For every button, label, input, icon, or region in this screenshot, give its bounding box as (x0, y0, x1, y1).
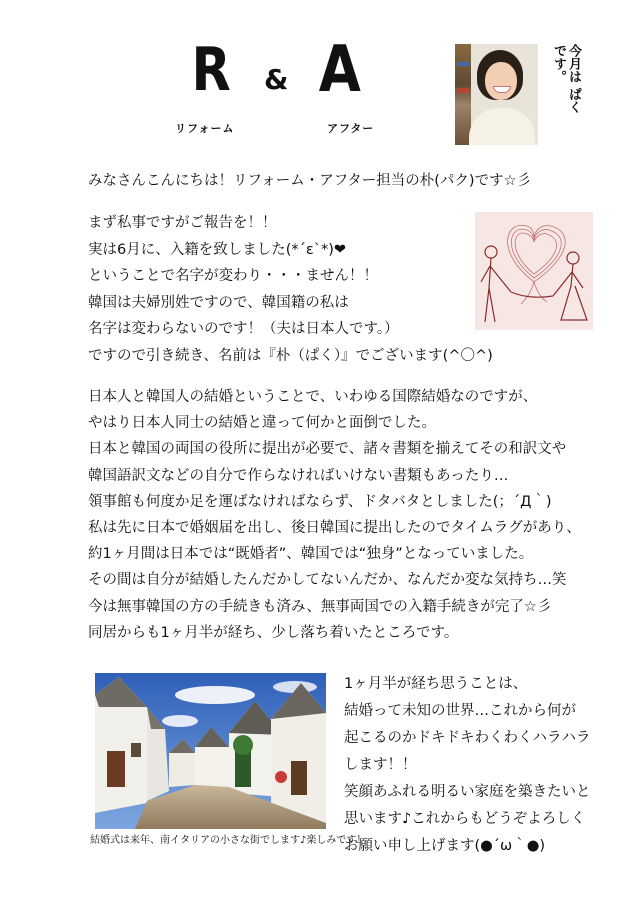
book-spine (457, 62, 469, 66)
couple-heart-illustration (475, 212, 593, 330)
paragraph-line: 韓国語訳文などの自分で作らなければいけない書類もあったり… (88, 467, 509, 484)
author-portrait-photo (455, 44, 538, 145)
paragraph-line: 結婚って未知の世界…これから何が (344, 703, 576, 719)
paragraph-line: ですので引き続き、名前は『朴（ぱく）』でございます(^〇^) (88, 347, 493, 364)
paragraph-line: 領事館も何度か足を運ばなければならず、ドタバタとしました(；´Д｀) (88, 493, 552, 510)
portrait-handwritten-caption: 今月は ぱくです。 (551, 44, 581, 114)
paragraph-line: します！！ (344, 757, 417, 773)
paragraph-line: 起こるのかドキドキわくわくハラハラ (344, 730, 591, 746)
paragraph-line: その間は自分が結婚したんだかしてないんだか、なんだか変な気持ち…笑 (88, 572, 567, 589)
paragraph-line: 日本人と韓国人の結婚ということで、いわゆる国際結婚なのですが、 (88, 389, 538, 405)
photo-caption: 結婚式は来年、南イタリアの小さな街でします♪楽しみです！ (90, 835, 367, 846)
street-photo-svg (95, 673, 326, 829)
closing-paragraph (344, 671, 591, 860)
portrait-body (469, 108, 535, 145)
announcement-paragraph (88, 210, 493, 370)
paragraph-line: 名字は変わらないのです！（夫は日本人です。） (88, 321, 399, 338)
logo-letter-a: A (318, 33, 361, 107)
paragraph-line: 韓国は夫婦別姓ですので、韓国籍の私は (88, 294, 349, 311)
greeting-line: みなさんこんにちは！リフォーム・アフター担当の朴(パク)です☆彡 (88, 173, 532, 189)
paragraph-line: まず私事ですがご報告を！！ (88, 215, 277, 231)
paragraph-line: 笑顔あふれる明るい家庭を築きたいと (344, 784, 591, 800)
marriage-story-paragraph (88, 384, 581, 646)
paragraph-line: 1ヶ月半が経ち思うことは、 (344, 676, 528, 692)
paragraph-line: やはり日本人同士の結婚と違って何かと面倒でした。 (88, 415, 436, 432)
book-spine (457, 88, 469, 93)
paragraph-line: 実は6月に、入籍を致しました(*´ε`*)❤ (88, 241, 347, 258)
portrait-face (485, 62, 517, 100)
paragraph-line: 同居からも1ヶ月半が経ち、少し落ち着いたところです。 (88, 624, 459, 641)
logo-subtitle-reform: リフォーム (175, 122, 235, 135)
paragraph-line: ということで名字が変わり・・・ません！！ (88, 268, 378, 285)
logo-subtitle-after: アフター (327, 122, 375, 135)
paragraph-line: 今は無事韓国の方の手続きも済み、無事両国での入籍手続きが完了☆彡 (88, 598, 552, 615)
logo-ampersand: & (264, 63, 289, 96)
alberobello-street-photo (95, 673, 326, 829)
paragraph-line: 日本と韓国の両国の役所に提出が必要で、諸々書類を揃えてその和訳文や (88, 441, 567, 458)
logo-letter-r: R (191, 35, 231, 105)
couple-drawing-svg (475, 212, 593, 330)
paragraph-line: 思います♪これからもどうぞよろしく (344, 811, 586, 827)
paragraph-line: 約1ヶ月間は日本では“既婚者”、韓国では“独身”となっていました。 (88, 546, 534, 563)
bookshelf-background (455, 44, 471, 145)
paragraph-line: お願い申し上げます(●´ω｀●) (344, 838, 546, 854)
paragraph-line: 私は先に日本で婚姻届を出し、後日韓国に提出したのでタイムラグがあり、 (88, 519, 581, 536)
